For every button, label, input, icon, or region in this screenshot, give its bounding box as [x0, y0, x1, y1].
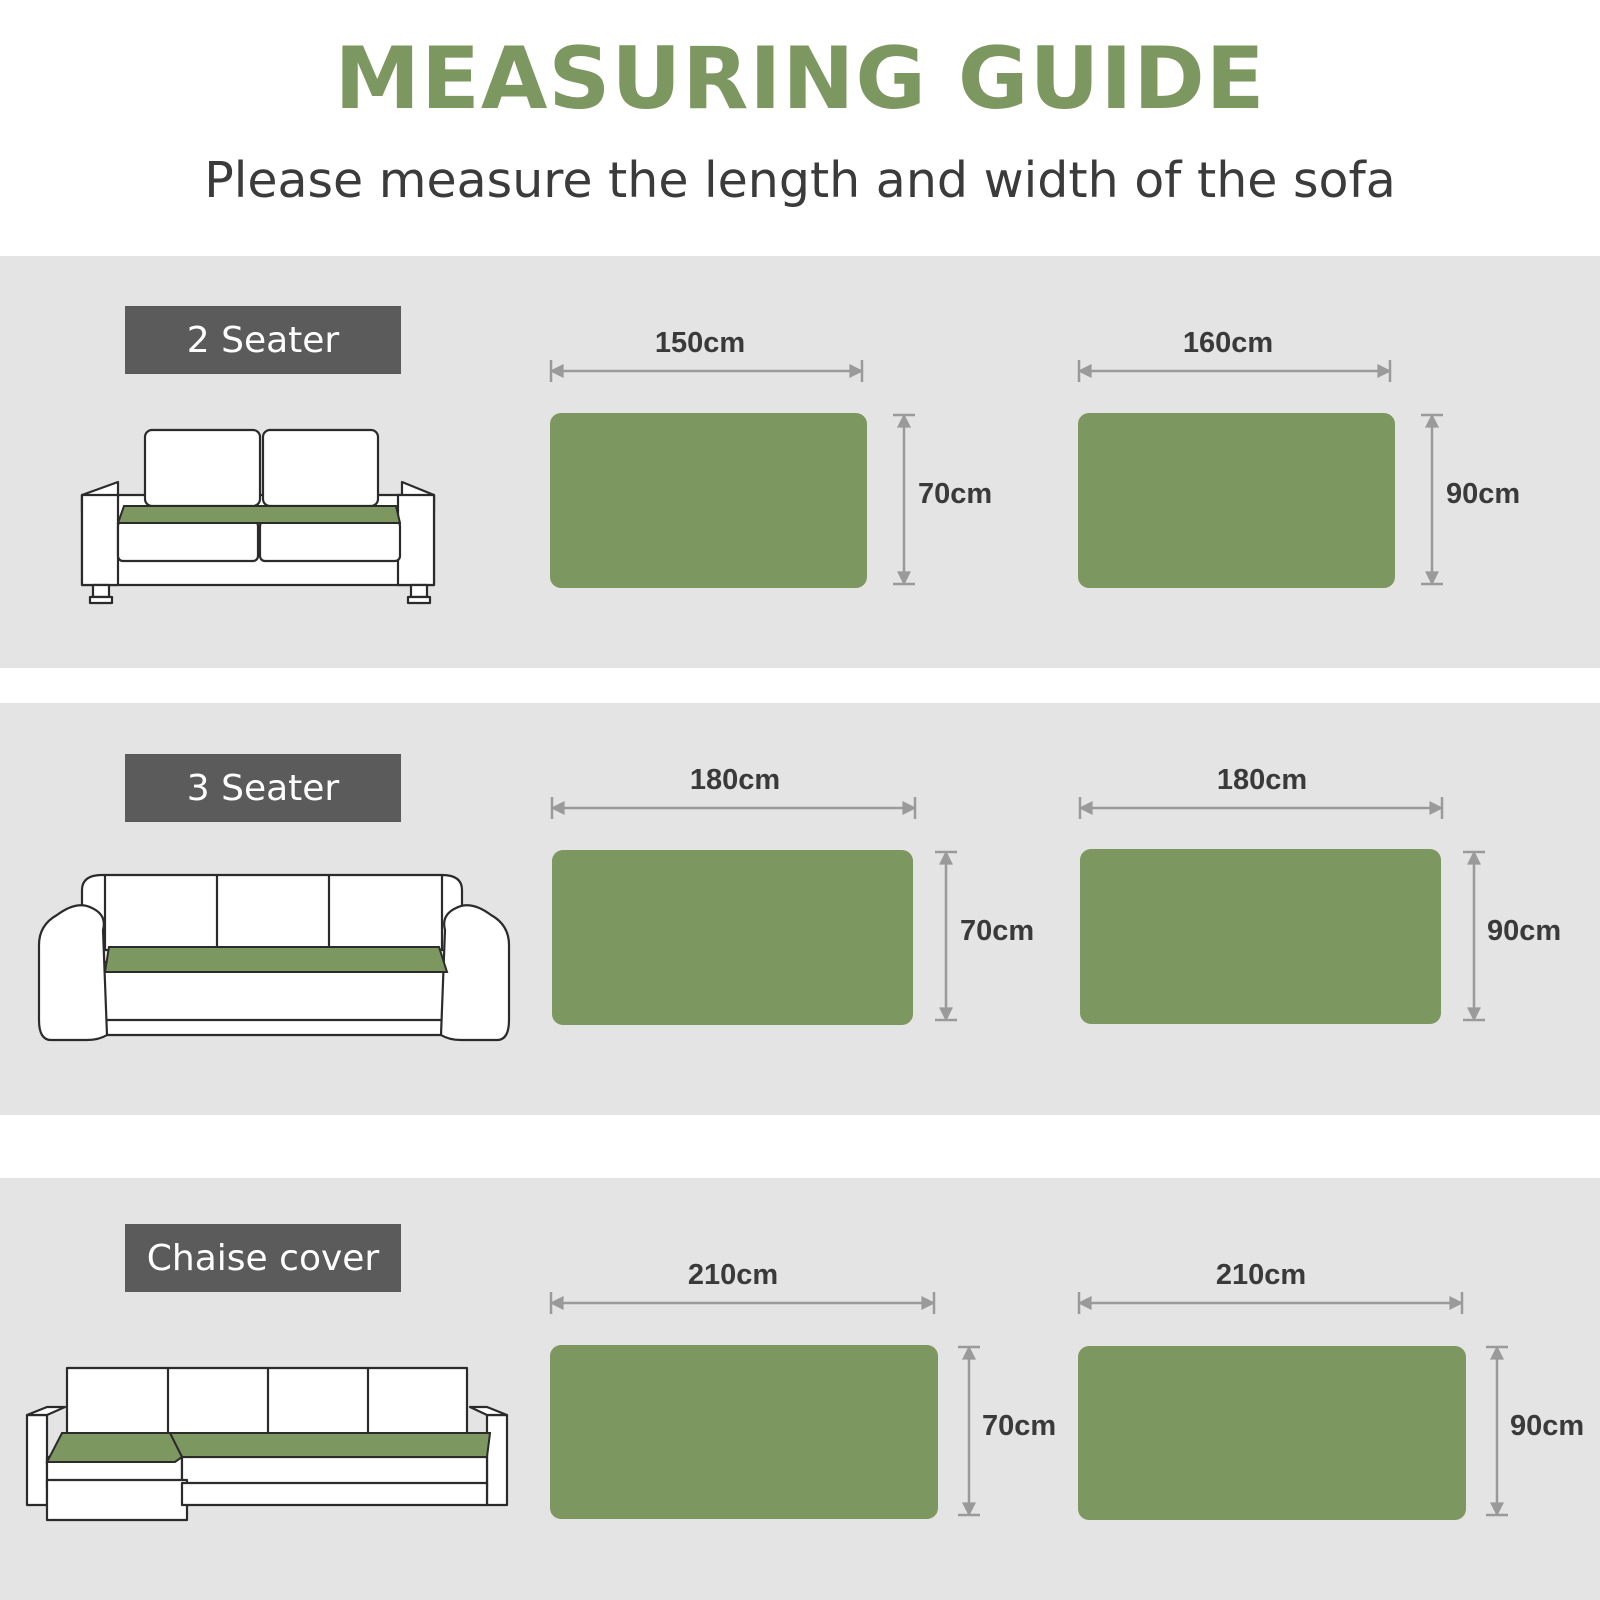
width-label-chaise-option-2: 210cm — [1215, 1259, 1307, 1291]
width-label-2-seater-option-1: 150cm — [654, 327, 746, 359]
width-label-chaise-option-1: 210cm — [687, 1259, 779, 1291]
width-label-3-seater-option-2: 180cm — [1216, 764, 1308, 796]
depth-label-chaise-option-2: 90cm — [1510, 1410, 1585, 1442]
depth-label-3-seater-option-2: 90cm — [1487, 915, 1562, 947]
section-label-2-seater: 2 Seater — [125, 306, 401, 374]
depth-label-3-seater-option-1: 70cm — [960, 915, 1035, 947]
depth-label-2-seater-option-1: 70cm — [918, 478, 993, 510]
depth-label-chaise-option-1: 70cm — [982, 1410, 1057, 1442]
width-label-2-seater-option-2: 160cm — [1182, 327, 1274, 359]
section-label-3-seater: 3 Seater — [125, 754, 401, 822]
section-label-chaise-cover: Chaise cover — [125, 1224, 401, 1292]
depth-label-2-seater-option-2: 90cm — [1446, 478, 1521, 510]
width-label-3-seater-option-1: 180cm — [689, 764, 781, 796]
page-subtitle: Please measure the length and width of the sofa — [204, 152, 1396, 209]
page-title: MEASURING GUIDE — [334, 29, 1266, 129]
